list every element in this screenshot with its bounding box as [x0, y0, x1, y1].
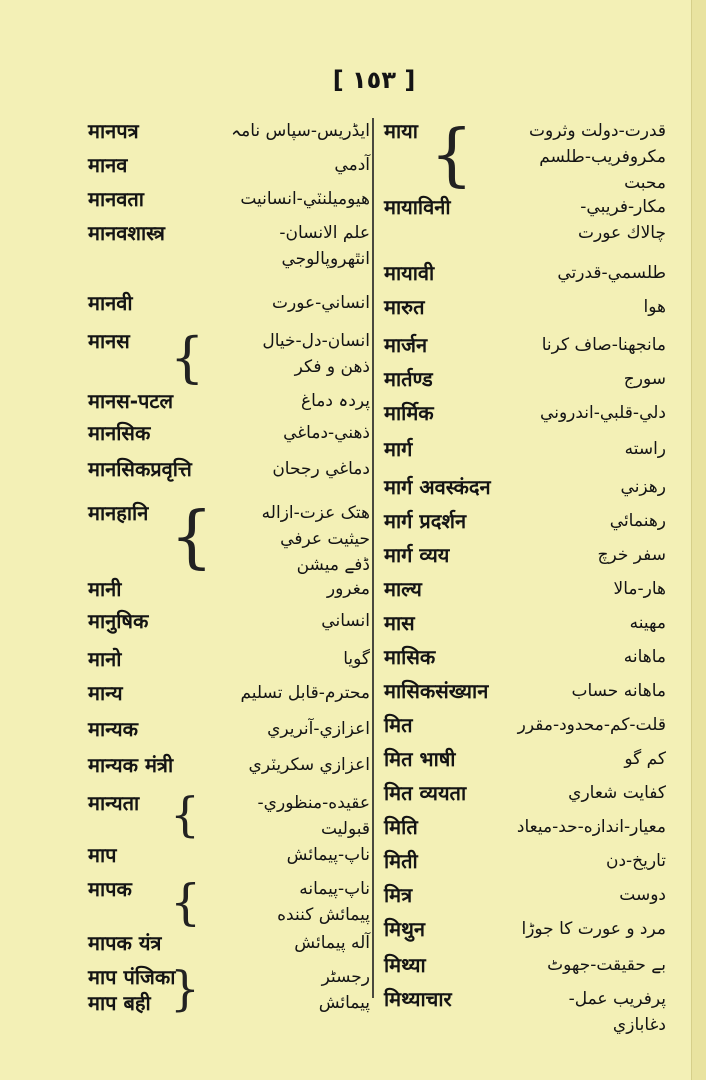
headword [384, 712, 413, 738]
gloss-line: ماهانه حساب [571, 681, 666, 701]
gloss-line: گويا [343, 649, 370, 669]
dictionary-entry [384, 644, 666, 678]
gloss [606, 848, 666, 874]
right-column [384, 118, 666, 1034]
headword-line: मिथ्याचार [384, 987, 452, 1011]
gloss [294, 930, 370, 956]
gloss [319, 964, 370, 1016]
gloss [272, 456, 370, 482]
dictionary-entry [88, 716, 370, 752]
headword [88, 842, 117, 868]
dictionary-entry [384, 294, 666, 332]
headword-line: मानसिकप्रवृत्ति [88, 457, 192, 481]
gloss-line: محترم-قابل تسليم [240, 683, 370, 703]
dictionary-entry [88, 930, 370, 964]
dictionary-entry [384, 436, 666, 474]
headword [88, 790, 139, 816]
gloss [240, 186, 370, 212]
gloss-line: دغابازي [612, 1015, 666, 1035]
gloss [279, 220, 370, 272]
page-number: [ ١٥٣ ] [332, 66, 416, 94]
gloss-line: مكروفريب-طلسم [539, 147, 666, 167]
gloss-line: معيار-اندازه-حد-ميعاد [516, 817, 666, 837]
gloss-line: مانجهنا-صاف كرنا [541, 335, 666, 355]
gloss-line: دلي-قلبي-اندروني [540, 403, 666, 423]
headword-line: मापक [88, 877, 132, 901]
headword-line: मानहानि [88, 501, 149, 525]
headword-line: मासिकसंख्यान [384, 679, 489, 703]
gloss [521, 916, 666, 942]
headword-line: मित्र [384, 883, 413, 907]
gloss-line: انسان-دل-خيال [262, 331, 370, 351]
gloss [327, 576, 370, 602]
gloss-line: پرفريب عمل- [568, 989, 666, 1009]
headword-line: मान्यता [88, 791, 140, 815]
gloss-line: ڈفے ميشن [296, 555, 370, 575]
headword-line: मार्जन [384, 333, 428, 357]
gloss [547, 952, 666, 978]
dictionary-entry [384, 780, 666, 814]
gloss-line: قلت-كم-محدود-مقرر [517, 715, 666, 735]
headword [384, 678, 488, 704]
headword [384, 332, 427, 358]
gloss [624, 746, 666, 772]
dictionary-entry [384, 332, 666, 366]
headword-line: मित [384, 713, 413, 737]
gloss [517, 814, 666, 840]
headword [88, 716, 138, 742]
gloss-line: ناپ-پيمائش [286, 845, 370, 865]
headword-line: मार्ग प्रदर्शन [384, 509, 467, 533]
gloss [621, 474, 666, 500]
left-column [88, 118, 370, 1016]
gloss-line: پيمائش كننده [277, 905, 370, 925]
headword-line: मार्ग [384, 437, 413, 461]
grouping-brace: { [170, 788, 200, 843]
headword [384, 294, 425, 320]
gloss-line: كفايت شعاري [568, 783, 666, 803]
dictionary-entry [88, 328, 370, 388]
dictionary-entry [384, 952, 666, 986]
headword [384, 474, 491, 500]
dictionary-entry [384, 678, 666, 712]
gloss [262, 500, 370, 578]
headword-line: मित भाषी [384, 747, 456, 771]
headword [384, 882, 412, 908]
dictionary-entry [88, 290, 370, 328]
dictionary-entry [88, 118, 370, 152]
gloss-line: طلسمي-قدرتي [557, 263, 666, 283]
headword-line: मानी [88, 577, 122, 601]
gloss-line: انساني [321, 611, 370, 631]
gloss [321, 608, 370, 634]
headword [384, 118, 418, 144]
dictionary-entry [384, 746, 666, 780]
headword-line: मानवी [88, 291, 133, 315]
gloss [619, 882, 666, 908]
dictionary-entry [384, 882, 666, 916]
headword-line: मान्यक मंत्री [88, 753, 174, 777]
dictionary-entry [384, 712, 666, 746]
gloss [249, 752, 370, 778]
gloss-line: هيوميلنٽي-انسانيت [240, 189, 370, 209]
gloss [277, 876, 370, 928]
grouping-brace: } [170, 962, 200, 1017]
gloss-line: علم الانسان- [279, 223, 370, 243]
gloss-line: كم گو [624, 749, 666, 769]
dictionary-entry [384, 194, 666, 260]
headword [88, 500, 148, 526]
headword-line: मित व्ययता [384, 781, 467, 805]
gloss [557, 260, 666, 286]
gloss [301, 388, 370, 414]
headword [384, 848, 418, 874]
headword [88, 752, 173, 778]
gloss-line: هوا [643, 297, 666, 317]
gloss [287, 842, 370, 868]
gloss [625, 436, 666, 462]
headword [384, 986, 452, 1012]
gloss-line: ماهانه [623, 647, 666, 667]
dictionary-entry [88, 220, 370, 290]
headword-line: माप [88, 843, 117, 867]
grouping-brace: { [170, 874, 202, 931]
column-divider [372, 118, 374, 998]
gloss-line: حيثيت عرفي [280, 529, 370, 549]
headword-line: मिती [384, 849, 418, 873]
headword-line: मानवता [88, 187, 144, 211]
gloss-line: قدرت-دولت وثروت [529, 121, 666, 141]
gloss [343, 646, 370, 672]
grouping-brace: { [170, 326, 205, 389]
headword [384, 508, 466, 534]
gloss [258, 790, 370, 842]
gloss-line: انٿهروپالوجي [281, 249, 370, 269]
gloss-line: دوست [619, 885, 666, 905]
gloss [598, 542, 667, 568]
dictionary-entry [88, 420, 370, 456]
headword [88, 576, 121, 602]
gloss-line: اعزازي سكريٽري [248, 755, 370, 775]
headword [88, 964, 175, 1016]
dictionary-entry [384, 986, 666, 1034]
headword [384, 610, 415, 636]
page-edge [691, 0, 706, 1080]
headword-line: मानव [88, 153, 128, 177]
headword-line: मारुत [384, 295, 425, 319]
headword [384, 542, 449, 568]
headword-line: मार्तण्ड [384, 367, 433, 391]
dictionary-entry [384, 576, 666, 610]
gloss [569, 986, 666, 1038]
dictionary-entry [88, 388, 370, 420]
gloss-line: مغرور [326, 579, 370, 599]
headword-line: मार्ग व्यय [384, 543, 450, 567]
gloss-line: چالاك عورت [578, 223, 666, 243]
gloss-line: رهنمائي [609, 511, 666, 531]
dictionary-entry [384, 848, 666, 882]
dictionary-entry [384, 366, 666, 400]
dictionary-entry [88, 964, 370, 1016]
dictionary-entry [88, 680, 370, 716]
headword [384, 194, 451, 220]
dictionary-entry [88, 842, 370, 876]
headword-line: मान्य [88, 681, 123, 705]
headword-line: माप पंजिका [88, 965, 176, 989]
gloss-line: رجسٹر [321, 967, 370, 987]
headword [88, 646, 121, 672]
gloss-line: هتک عزت-ازاله [261, 503, 370, 523]
gloss [283, 420, 370, 446]
headword [384, 576, 422, 602]
grouping-brace: { [170, 498, 214, 577]
gloss [240, 680, 370, 706]
gloss [231, 118, 370, 144]
gloss-line: ناپ-پيمانه [299, 879, 370, 899]
gloss-line: ایڈریس-سپاس نامہ [231, 121, 370, 141]
headword [88, 930, 161, 956]
dictionary-entry [384, 400, 666, 436]
dictionary-entry [88, 608, 370, 646]
gloss [624, 644, 666, 670]
gloss-line: قبوليت [320, 819, 370, 839]
headword [88, 876, 132, 902]
dictionary-entry [384, 508, 666, 542]
headword [384, 366, 433, 392]
gloss-line: اعزازي-آنريري [267, 719, 370, 739]
dictionary-entry [88, 186, 370, 220]
dictionary-entry [88, 456, 370, 500]
headword-line: माप बही [88, 991, 151, 1015]
gloss [262, 328, 370, 380]
headword-line: मायावी [384, 261, 435, 285]
headword [88, 328, 130, 354]
headword [88, 420, 150, 446]
headword-line: मापक यंत्र [88, 931, 162, 955]
dictionary-entry [384, 542, 666, 576]
headword [384, 916, 425, 942]
headword-line: मानो [88, 647, 122, 671]
headword-line: मिथ्या [384, 953, 426, 977]
headword-line: मास [384, 611, 415, 635]
gloss-line: هار-مالا [613, 579, 666, 599]
dictionary-entry [384, 474, 666, 508]
gloss [267, 716, 370, 742]
gloss [644, 294, 666, 320]
headword-line: मानसिक [88, 421, 151, 445]
headword [384, 814, 418, 840]
headword [88, 290, 133, 316]
gloss-line: پيمائش [318, 993, 370, 1013]
headword-line: मिथुन [384, 917, 426, 941]
headword-line: मासिक [384, 645, 436, 669]
gloss-line: راسته [624, 439, 666, 459]
gloss-line: مرد و عورت كا جوڑا [521, 919, 666, 939]
gloss [571, 678, 666, 704]
dictionary-entry [88, 790, 370, 842]
gloss-line: سورج [623, 369, 666, 389]
gloss-line: تاريخ-دن [605, 851, 666, 871]
dictionary-entry [88, 752, 370, 790]
dictionary-entry [88, 152, 370, 186]
gloss [614, 576, 666, 602]
headword [384, 746, 455, 772]
gloss-line: مكار-فريبي- [580, 197, 666, 217]
gloss-line: پردہ دماغ [300, 391, 370, 411]
dictionary-entry [384, 916, 666, 952]
headword [88, 388, 173, 414]
dictionary-entry [88, 500, 370, 576]
dictionary-entry [88, 646, 370, 680]
headword-line: मान्यक [88, 717, 138, 741]
dictionary-entry [384, 814, 666, 848]
headword [384, 400, 434, 426]
dictionary-entry [384, 260, 666, 294]
gloss-line: سفر خرچ [597, 545, 666, 565]
headword-line: मिति [384, 815, 418, 839]
headword [88, 186, 144, 212]
gloss-line: آدمي [334, 155, 370, 175]
dictionary-entry [384, 610, 666, 644]
gloss-line: آله پيمائش [294, 933, 370, 953]
headword-line: मानवशास्त्र [88, 221, 165, 245]
gloss [518, 712, 666, 738]
headword-line: मानस [88, 329, 130, 353]
gloss-line: ذهني-دماغي [283, 423, 370, 443]
gloss-line: عقيده-منظوري- [257, 793, 370, 813]
headword [88, 680, 123, 706]
headword [88, 118, 139, 144]
gloss [272, 290, 370, 316]
headword-line: मार्मिक [384, 401, 434, 425]
headword [384, 644, 435, 670]
headword-line: माया [384, 119, 418, 143]
gloss [578, 194, 666, 246]
headword [384, 780, 466, 806]
gloss-line: محبت [624, 173, 666, 193]
headword [384, 952, 426, 978]
gloss-line: انساني-عورت [272, 293, 370, 313]
dictionary-entry [384, 118, 666, 194]
gloss [540, 400, 666, 426]
dictionary-entry [88, 876, 370, 930]
gloss [624, 366, 666, 392]
grouping-brace: { [430, 116, 474, 195]
headword-line: मायाविनी [384, 195, 451, 219]
gloss [529, 118, 666, 196]
gloss [610, 508, 666, 534]
headword-line: मार्ग अवस्कंदन [384, 475, 491, 499]
gloss-line: دماغي رجحان [272, 459, 370, 479]
headword-line: मानस-पटल [88, 389, 174, 413]
headword [88, 152, 127, 178]
gloss-line: بے حقيقت-جهوٹ [547, 955, 666, 975]
headword-line: मानपत्र [88, 119, 139, 143]
gloss [334, 152, 370, 178]
gloss-line: مهينه [629, 613, 666, 633]
headword-line: माल्य [384, 577, 422, 601]
headword [88, 456, 192, 482]
gloss [568, 780, 666, 806]
headword [88, 220, 165, 246]
dictionary-entry [88, 576, 370, 608]
gloss [630, 610, 666, 636]
gloss [542, 332, 666, 358]
headword [88, 608, 148, 634]
headword [384, 260, 434, 286]
headword [384, 436, 412, 462]
gloss-line: ذهن و فكر [294, 357, 370, 377]
gloss-line: رهزني [620, 477, 666, 497]
headword-line: मानुषिक [88, 609, 149, 633]
